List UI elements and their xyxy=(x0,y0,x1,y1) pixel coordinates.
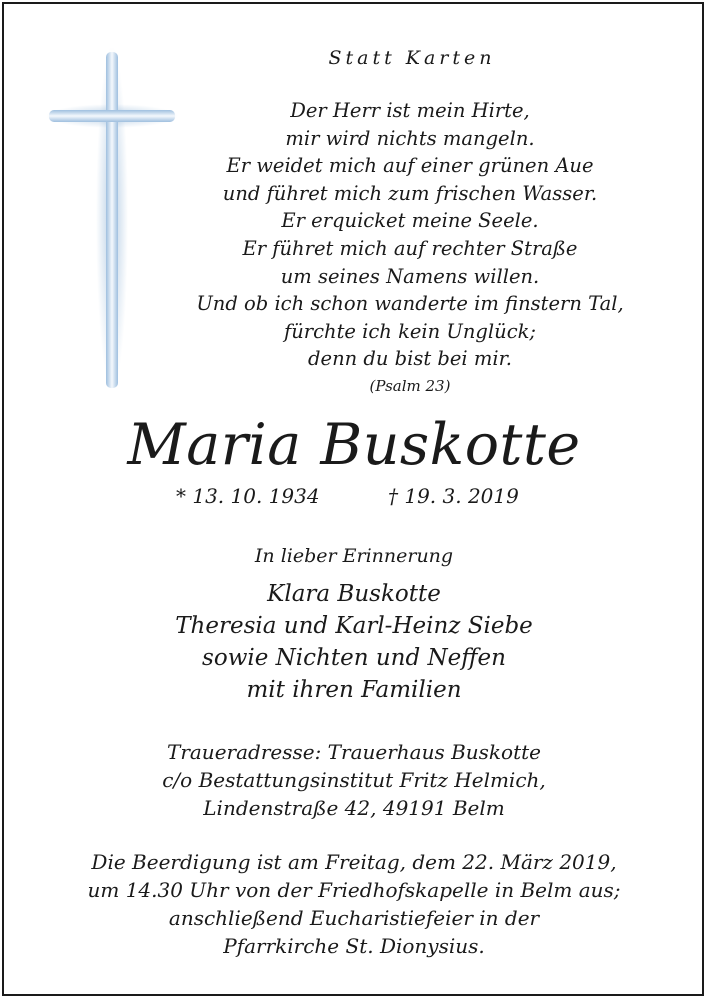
psalm-reference: (Psalm 23) xyxy=(369,376,451,395)
address-line: Traueradresse: Trauerhaus Buskotte xyxy=(166,740,541,764)
family-list xyxy=(0,578,708,706)
psalm-line: mir wird nichts mangeln. xyxy=(285,126,535,150)
funeral-line: Pfarrkirche St. Dionysius. xyxy=(223,934,485,958)
funeral-details xyxy=(0,848,708,960)
psalm-line: denn du bist bei mir. xyxy=(308,347,512,371)
psalm-line: fürchte ich kein Unglück; xyxy=(284,319,536,343)
psalm-line: um seines Namens willen. xyxy=(280,264,540,288)
psalm-line: Der Herr ist mein Hirte, xyxy=(290,99,530,122)
family-member: mit ihren Familien xyxy=(246,677,462,703)
family-member: Klara Buskotte xyxy=(267,581,441,607)
notice-heading: Statt Karten xyxy=(328,47,496,69)
psalm-verse xyxy=(56,97,708,397)
address-line: Lindenstraße 42, 49191 Belm xyxy=(203,796,505,820)
family-member: sowie Nichten und Neffen xyxy=(202,645,506,671)
psalm-line: und führet mich zum frischen Wasser. xyxy=(222,181,598,205)
remembrance-line: In lieber Erinnerung xyxy=(254,545,454,567)
mourning-address xyxy=(0,738,708,822)
psalm-line: Er weidet mich auf einer grünen Aue xyxy=(226,154,594,178)
address-line: c/o Bestattungsinstitut Fritz Helmich, xyxy=(162,768,546,792)
psalm-line: Er erquicket meine Seele. xyxy=(281,209,539,233)
psalm-line: Er führet mich auf rechter Straße xyxy=(242,236,578,260)
funeral-line: um 14.30 Uhr von der Friedhofskapelle in Belm aus; xyxy=(87,878,621,902)
psalm-line: Und ob ich schon wanderte im finstern Tal, xyxy=(196,292,624,316)
deceased-name: Maria Buskotte xyxy=(127,412,581,478)
funeral-line: anschließend Eucharistiefeier in der xyxy=(168,906,540,930)
birth-date: * 13. 10. 1934 xyxy=(176,484,320,508)
death-date: † 19. 3. 2019 xyxy=(388,484,519,508)
funeral-line: Die Beerdigung ist am Freitag, dem 22. März 2019, xyxy=(91,850,617,874)
family-member: Theresia und Karl-Heinz Siebe xyxy=(175,613,533,639)
